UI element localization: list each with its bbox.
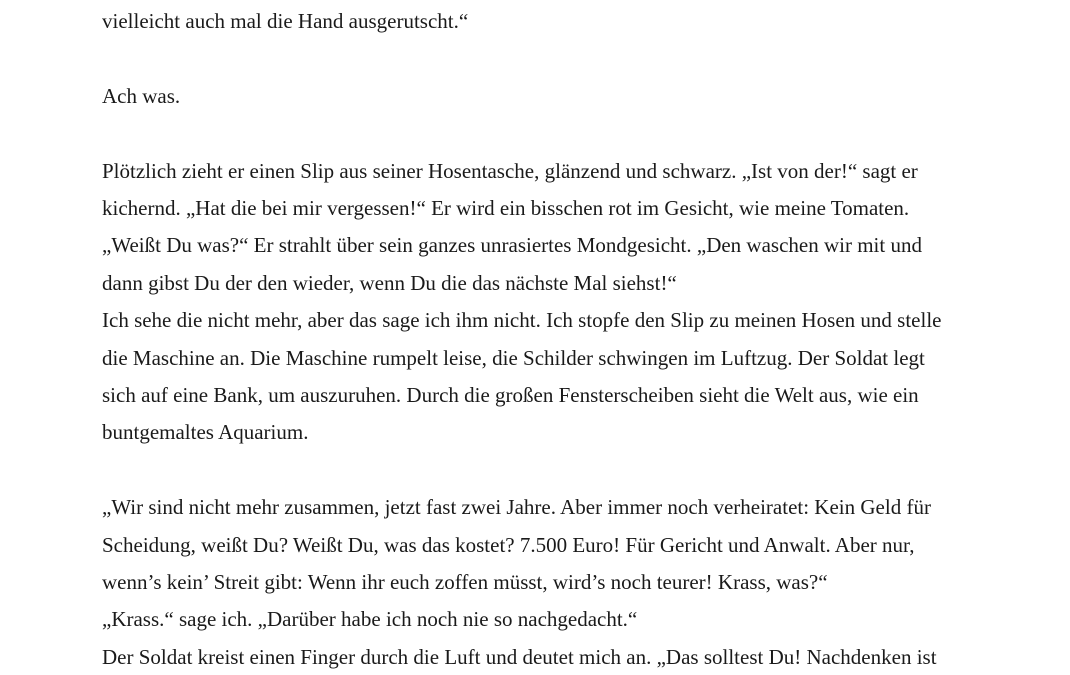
text-line: Ach was.	[102, 83, 181, 108]
text-line: sich auf eine Bank, um auszuruhen. Durch die großen Fensterscheiben sieht die Welt aus, wie ein	[102, 383, 919, 408]
text-line: die Maschine an. Die Maschine rumpelt leise, die Schilder schwingen im Luftzug. Der Soldat legt	[102, 345, 925, 370]
text-line: vielleicht auch mal die Hand ausgerutscht.“	[102, 9, 469, 33]
text-line: buntgemaltes Aquarium.	[102, 420, 309, 445]
paragraph-gap	[102, 40, 1002, 77]
text-line: wenn’s kein’ Streit gibt: Wenn ihr euch zoffen müsst, wird’s noch teurer! Krass, was?“	[102, 570, 828, 595]
text-line: Plötzlich zieht er einen Slip aus seiner Hosentasche, glänzend und schwarz. „Ist von der!“ sagt er	[102, 158, 918, 183]
text-line: „Wir sind nicht mehr zusammen, jetzt fast zwei Jahre. Aber immer noch verheiratet: Kein Geld für	[102, 495, 931, 520]
text-line: „Weißt Du was?“ Er strahlt über sein ganzes unrasiertes Mondgesicht. „Den waschen wir mit und	[102, 233, 922, 258]
text-line: „Krass.“ sage ich. „Darüber habe ich noch nie so nachgedacht.“	[102, 607, 638, 632]
document-body	[102, 3, 1002, 675]
text-line: Scheidung, weißt Du? Weißt Du, was das kostet? 7.500 Euro! Für Gericht und Anwalt. Aber nur,	[102, 532, 915, 557]
text-line: dann gibst Du der den wieder, wenn Du die das nächste Mal siehst!“	[102, 270, 677, 295]
text-line: kichernd. „Hat die bei mir vergessen!“ Er wird ein bisschen rot im Gesicht, wie meine Tomaten.	[102, 196, 910, 220]
paragraph-gap	[102, 115, 1002, 152]
paragraph-gap	[102, 452, 1002, 489]
text-line: Der Soldat kreist einen Finger durch die Luft und deutet mich an. „Das solltest Du! Nachdenken ist	[102, 644, 937, 669]
text-line: Ich sehe die nicht mehr, aber das sage ich ihm nicht. Ich stopfe den Slip zu meinen Hosen und stelle	[102, 308, 942, 333]
